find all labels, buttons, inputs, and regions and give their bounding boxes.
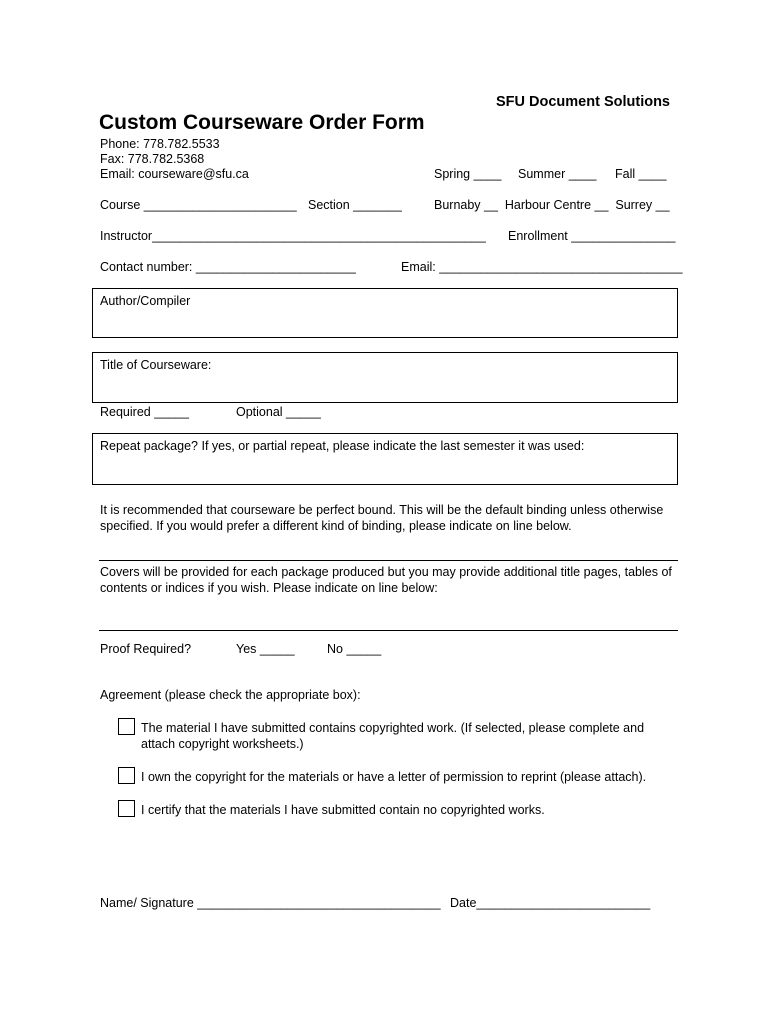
form-title: Custom Courseware Order Form	[99, 111, 425, 134]
organization-name: SFU Document Solutions	[496, 94, 670, 110]
author-compiler-label: Author/Compiler	[100, 294, 191, 308]
agreement-option: The material I have submitted contains copyrighted work. (If selected, please complete and attach copyright worksheets.)	[141, 721, 645, 751]
phone-text: Phone: 778.782.5533	[100, 137, 220, 151]
email-contact-text: Email: courseware@sfu.ca	[100, 167, 249, 181]
courseware-title-box[interactable]	[92, 352, 678, 403]
author-compiler-box[interactable]	[92, 288, 678, 338]
date-field[interactable]: Date_________________________	[450, 896, 651, 910]
contact-number-field[interactable]: Contact number: _______________________	[100, 260, 356, 274]
own-copyright-checkbox[interactable]	[118, 767, 135, 784]
repeat-package-label: Repeat package? If yes, or partial repeat, please indicate the last semester it was used:	[100, 439, 585, 453]
covers-answer-line[interactable]	[99, 630, 678, 631]
copyrighted-work-checkbox[interactable]	[118, 718, 135, 735]
email-field[interactable]: Email: ___________________________________	[401, 260, 683, 274]
agreement-option: I own the copyright for the materials or have a letter of permission to reprint (please attach).	[141, 770, 647, 784]
section-field[interactable]: Section _______	[308, 198, 402, 212]
no-copyright-checkbox[interactable]	[118, 800, 135, 817]
proof-yes-field[interactable]: Yes _____	[236, 642, 295, 656]
binding-answer-line[interactable]	[99, 560, 678, 561]
required-field[interactable]: Required _____	[100, 405, 189, 419]
courseware-title-label: Title of Courseware:	[100, 358, 212, 372]
covers-note: Covers will be provided for each package produced but you may provide additional title pages, tables of contents or indices if you wish. Please indicate on line below:	[100, 565, 672, 595]
term-fall-field[interactable]: Fall ____	[615, 167, 667, 181]
repeat-package-box[interactable]	[92, 433, 678, 485]
campus-field[interactable]: Burnaby __ Harbour Centre __ Surrey __	[434, 198, 670, 212]
term-spring-field[interactable]: Spring ____	[434, 167, 502, 181]
instructor-field[interactable]: Instructor________________________________________________	[100, 229, 486, 243]
agreement-option: I certify that the materials I have submitted contain no copyrighted works.	[141, 803, 545, 817]
course-field[interactable]: Course ______________________	[100, 198, 297, 212]
enrollment-field[interactable]: Enrollment _______________	[508, 229, 676, 243]
optional-field[interactable]: Optional _____	[236, 405, 321, 419]
name-signature-field[interactable]: Name/ Signature ___________________________________	[100, 896, 441, 910]
term-summer-field[interactable]: Summer ____	[518, 167, 597, 181]
agreement-heading: Agreement (please check the appropriate box):	[100, 688, 361, 702]
binding-note: It is recommended that courseware be perfect bound. This will be the default binding unless otherwise specified. If you would prefer a different kind of binding, please indicate on line below.	[100, 503, 664, 533]
proof-required-label: Proof Required?	[100, 642, 192, 656]
fax-text: Fax: 778.782.5368	[100, 152, 205, 166]
proof-no-field[interactable]: No _____	[327, 642, 382, 656]
